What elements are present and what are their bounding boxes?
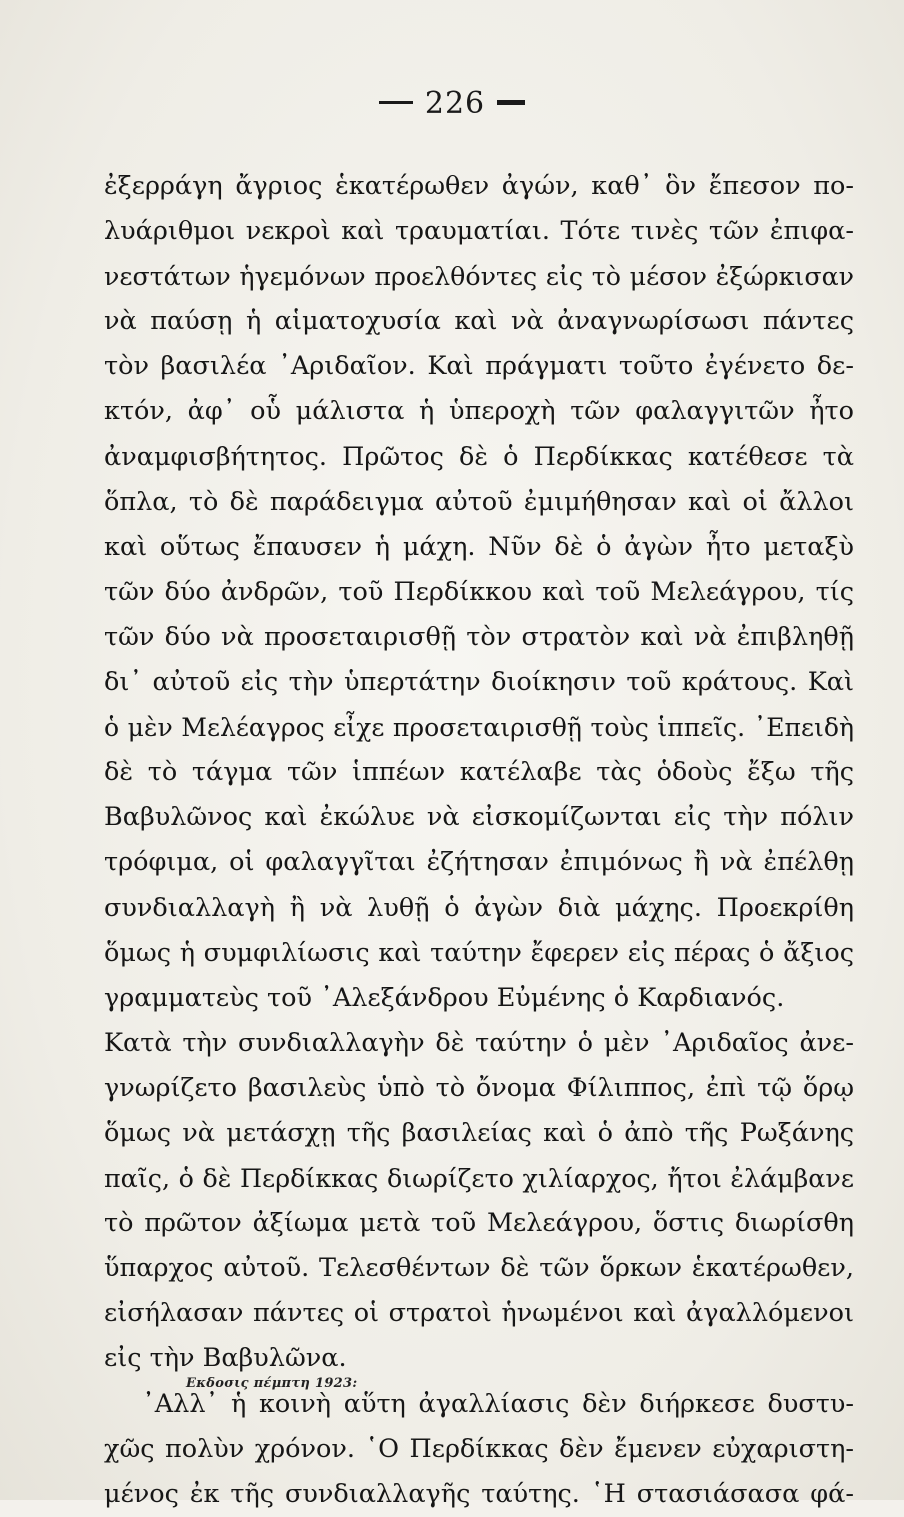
text-line: καὶ οὕτως ἔπαυσεν ἡ μάχη. Νῦν δὲ ὁ ἀγὼν ἦτο μεταξὺ <box>104 531 854 562</box>
text-line: γραμματεὺς τοῦ ᾽Αλεξάνδρου Εὐμένης ὁ Καρδιανός. <box>104 982 785 1013</box>
text-line: εἰσήλασαν πάντες οἱ στρατοὶ ἡνωμένοι καὶ ἀγαλλόμενοι <box>104 1298 854 1329</box>
text-line: τὸν βασιλέα ᾽Αριδαῖον. Καὶ πράγματι τοῦτο ἐγένετο δε- <box>104 351 854 382</box>
text-line: ἀναμφισβήτητος. Πρῶτος δὲ ὁ Περδίκκας κατέθεσε τὰ <box>104 441 854 472</box>
text-line: ὕπαρχος αὐτοῦ. Τελεσθέντων δὲ τῶν ὅρκων ἑκατέρωθεν, <box>104 1253 854 1284</box>
text-line: ᾽Αλλ᾽ ἡ κοινὴ αὕτη ἀγαλλίασις δὲν διήρκεσε δυστυ- <box>142 1388 854 1419</box>
text-line: ἐξερράγη ἄγριος ἑκατέρωθεν ἀγών, καθ᾽ ὃν ἔπεσον πο- <box>104 171 854 201</box>
folio-dash-left <box>379 101 413 104</box>
text-line: δι᾽ αὐτοῦ εἰς τὴν ὑπερτάτην διοίκησιν τοῦ κράτους. Καὶ <box>104 667 854 698</box>
page-number-text: 226 <box>424 86 486 121</box>
edition-imprint: Εκδοσις πέμπτη 1923: <box>186 1376 358 1391</box>
text-line: εἰς τὴν Βαβυλῶνα. <box>104 1343 347 1374</box>
text-line: νὰ παύσῃ ἡ αἱματοχυσία καὶ νὰ ἀναγνωρίσωσι πάντες <box>104 306 854 337</box>
text-line: ὁ μὲν Μελέαγρος εἶχε προσεταιρισθῇ τοὺς ἱππεῖς. ᾽Επειδὴ <box>104 713 854 743</box>
text-line: τῶν δύο ἀνδρῶν, τοῦ Περδίκκου καὶ τοῦ Μελεάγρου, τίς <box>104 576 854 607</box>
folio-dash-right <box>497 100 525 105</box>
text-line: μένος ἐκ τῆς συνδιαλλαγῆς ταύτης. ῾Η στασιάσασα φά- <box>104 1478 854 1509</box>
text-line: παῖς, ὁ δὲ Περδίκκας διωρίζετο χιλίαρχος, ἤτοι ἐλάμβανε <box>104 1163 854 1194</box>
text-line: τὸ πρῶτον ἀξίωμα μετὰ τοῦ Μελεάγρου, ὅστις διωρίσθη <box>104 1208 854 1239</box>
text-line: τρόφιμα, οἱ φαλαγγῖται ἐζήτησαν ἐπιμόνως ἢ νὰ ἐπέλθῃ <box>104 847 854 878</box>
text-line: κτόν, ἀφ᾽ οὗ μάλιστα ἡ ὑπεροχὴ τῶν φαλαγγιτῶν ἦτο <box>104 396 854 427</box>
text-line: Κατὰ τὴν συνδιαλλαγὴν δὲ ταύτην ὁ μὲν ᾽Αριδαῖος ἀνε- <box>104 1027 854 1058</box>
text-line: ὅπλα, τὸ δὲ παράδειγμα αὐτοῦ ἐμιμήθησαν καὶ οἱ ἄλλοι <box>104 486 854 517</box>
text-line: συνδιαλλαγὴ ἢ νὰ λυθῇ ὁ ἀγὼν διὰ μάχης. Προεκρίθη <box>104 892 854 923</box>
page-number <box>0 86 904 121</box>
text-line: ὅμως ἡ συμφιλίωσις καὶ ταύτην ἔφερεν εἰς πέρας ὁ ἄξιος <box>104 937 854 968</box>
text-line: δὲ τὸ τάγμα τῶν ἱππέων κατέλαβε τὰς ὁδοὺς ἔξω τῆς <box>104 757 854 788</box>
text-line: Βαβυλῶνος καὶ ἐκώλυε νὰ εἰσκομίζωνται εἰς τὴν πόλιν <box>104 802 854 833</box>
text-line: γνωρίζετο βασιλεὺς ὑπὸ τὸ ὄνομα Φίλιππος, ἐπὶ τῷ ὅρῳ <box>104 1072 854 1103</box>
text-line: νεστάτων ἡγεμόνων προελθόντες εἰς τὸ μέσον ἐξώρκισαν <box>104 262 854 292</box>
text-line: τῶν δύο νὰ προσεταιρισθῇ τὸν στρατὸν καὶ νὰ ἐπιβληθῇ <box>104 621 854 652</box>
text-line: λυάριθμοι νεκροὶ καὶ τραυματίαι. Τότε τινὲς τῶν ἐπιφα- <box>104 216 854 247</box>
body-text <box>104 164 854 1517</box>
text-line: ὅμως νὰ μετάσχῃ τῆς βασιλείας καὶ ὁ ἀπὸ τῆς Ρωξάνης <box>104 1117 854 1148</box>
text-line: χῶς πολὺν χρόνον. ῾Ο Περδίκκας δὲν ἔμενεν εὐχαριστη- <box>104 1433 854 1464</box>
